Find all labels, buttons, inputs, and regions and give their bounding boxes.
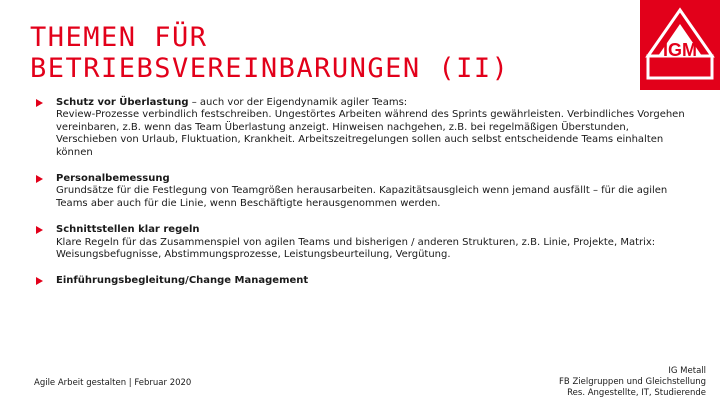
item-heading: Schnittstellen klar regeln: [56, 224, 200, 236]
triangle-bullet-icon: [36, 99, 43, 107]
triangle-bullet-icon: [36, 226, 43, 234]
item-body: Grundsätze für die Festlegung von Teamgrößen herausarbeiten. Kapazitätsausgleich wenn jemand ausfällt – für die agilen Teams aber auch für die Linie, wenn Beschäftigte herausgenommen werden.: [56, 185, 668, 209]
footer-caption: Agile Arbeit gestalten | Februar 2020: [34, 378, 192, 388]
slide-title: THEMEN FÜR BETRIEBSVEREINBARUNGEN (II): [30, 22, 510, 84]
logo-text: IGM: [663, 40, 697, 60]
footer-department: FB Zielgruppen und Gleichstellung: [559, 377, 706, 387]
footer-organization: [559, 366, 706, 399]
footer-org-name: IG Metall: [668, 366, 706, 376]
topic-list: [36, 97, 686, 288]
list-item: [36, 275, 686, 287]
item-heading: Einführungsbegleitung/Change Management: [56, 275, 309, 287]
list-item: [36, 97, 686, 159]
igm-logo-icon: [640, 0, 720, 90]
triangle-bullet-icon: [36, 277, 43, 285]
item-heading: Personalbemessung: [56, 173, 170, 185]
triangle-bullet-icon: [36, 175, 43, 183]
item-lead: – auch vor der Eigendynamik agiler Teams:: [188, 97, 408, 108]
list-item: [36, 224, 686, 261]
item-body: Klare Regeln für das Zusammenspiel von agilen Teams und bisherigen / anderen Strukturen, z.B. Linie, Projekte, Matrix: Weisungsbefugnisse, Abstimmungsprozesse, Leistungsbeurteilung, Vergütung.: [56, 236, 656, 261]
footer-subdepartment: Res. Angestellte, IT, Studierende: [567, 388, 706, 398]
ig-metall-logo: [640, 0, 720, 90]
item-heading: Schutz vor Überlastung: [56, 97, 189, 108]
list-item: [36, 173, 686, 210]
item-body: Review-Prozesse verbindlich festschreiben. Ungestörtes Arbeiten während des Sprints gewährleisten. Verbindliches Vorgehen vereinbaren, z.B. wenn das Team Überlastung anzeigt. Hinweisen nachgehen, z.B. bei regelmäßigen Überstunden, Verschieben von Urlaub, Fluktuation, Krankheit. Arbeitszeitregelungen sollen auch selbst entscheidende Teams einhalten können: [56, 109, 685, 158]
